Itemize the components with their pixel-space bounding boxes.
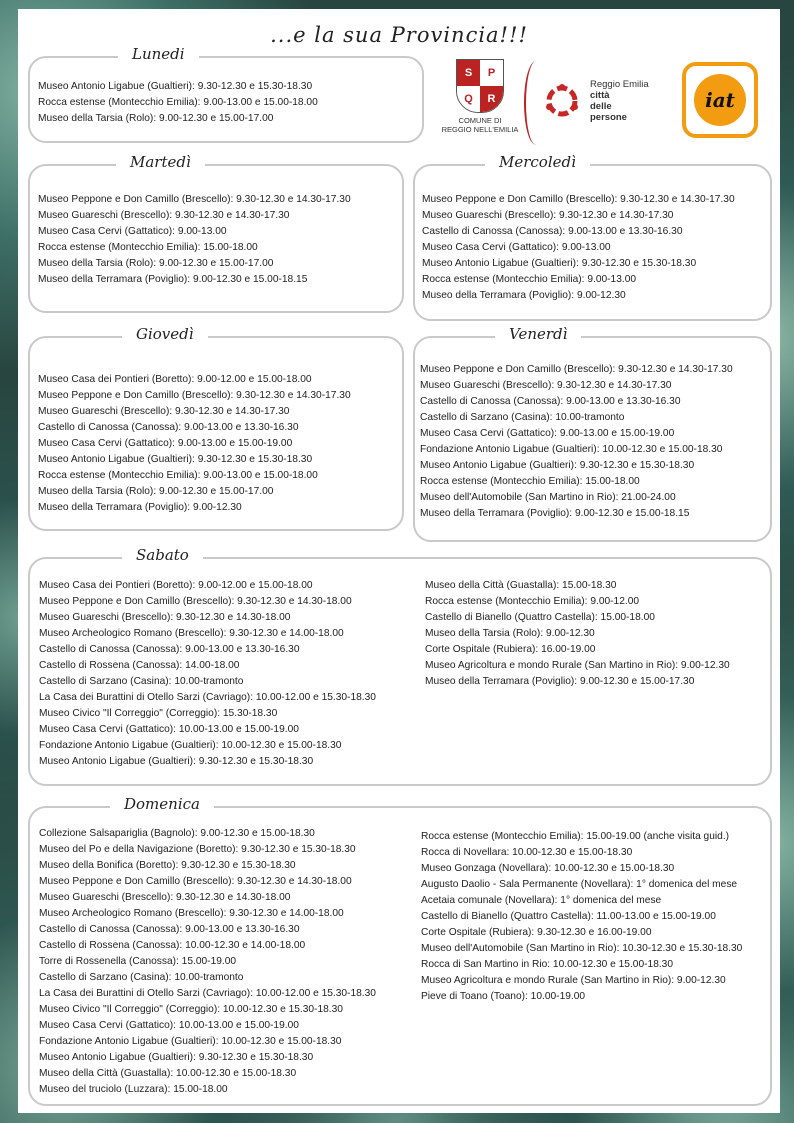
entries-mercoledi: [422, 192, 735, 304]
list-item: Rocca estense (Montecchio Emilia): 9.00-12.00: [425, 596, 640, 607]
list-item: Museo Guareschi (Brescello): 9.30-12.30 e 14.30-18.00: [39, 892, 291, 903]
list-item: Museo Civico "Il Correggio" (Correggio): 15.30-18.30: [39, 708, 278, 719]
list-item: La Casa dei Burattini di Otello Sarzi (Cavriago): 10.00-12.00 e 15.30-18.30: [39, 692, 376, 703]
list-item: Castello di Bianello (Quattro Castella): 11.00-13.00 e 15.00-19.00: [421, 911, 716, 922]
list-item: Museo della Tarsia (Rolo): 9.00-12.30 e 15.00-17.00: [38, 486, 274, 497]
list-item: Castello di Canossa (Canossa): 9.00-13.00 e 13.30-16.30: [38, 422, 299, 433]
entries-giovedi: [38, 372, 351, 516]
reggio-emilia-text: Reggio Emilia città delle persone: [590, 79, 649, 123]
day-box-mercoledi: [413, 153, 772, 321]
list-item: Fondazione Antonio Ligabue (Gualtieri): 10.00-12.30 e 15.00-18.30: [39, 740, 342, 751]
list-item: Museo Casa Cervi (Gattatico): 9.00-13.00: [422, 242, 611, 253]
list-item: Museo Antonio Ligabue (Gualtieri): 9.30-12.30 e 15.30-18.30: [39, 1052, 314, 1063]
list-item: Museo dell'Automobile (San Martino in Rio): 10.30-12.30 e 15.30-18.30: [421, 943, 743, 954]
list-item: Castello di Canossa (Canossa): 9.00-13.00 e 13.30-16.30: [39, 644, 300, 655]
list-item: Museo Peppone e Don Camillo (Brescello): 9.30-12.30 e 14.30-17.30: [38, 390, 351, 401]
list-item: Museo Archeologico Romano (Brescello): 9.30-12.30 e 14.00-18.00: [39, 908, 344, 919]
day-label-mercoledi: Mercoledì: [485, 153, 590, 171]
list-item: Museo Archeologico Romano (Brescello): 9.30-12.30 e 14.00-18.00: [39, 628, 344, 639]
day-label-sabato: Sabato: [122, 546, 203, 564]
reggio-emilia-logo: [540, 71, 650, 131]
list-item: Museo Guareschi (Brescello): 9.30-12.30 e 14.30-17.30: [38, 210, 290, 221]
list-item: Museo della Terramara (Poviglio): 9.00-12.30 e 15.00-18.15: [420, 508, 690, 519]
comune-logo: [436, 59, 524, 149]
iat-logo: [682, 62, 758, 138]
list-item: Museo Agricoltura e mondo Rurale (San Martino in Rio): 9.00-12.30: [425, 660, 730, 671]
list-item: Museo della Terramara (Poviglio): 9.00-12.30 e 15.00-17.30: [425, 676, 695, 687]
day-box-sabato: [28, 546, 772, 786]
list-item: Museo della Tarsia (Rolo): 9.00-12.30 e 15.00-17.00: [38, 113, 274, 124]
list-item: Museo Antonio Ligabue (Gualtieri): 9.30-12.30 e 15.30-18.30: [420, 460, 695, 471]
page-title: ...e la sua Provincia!!!: [270, 23, 528, 47]
list-item: Rocca estense (Montecchio Emilia): 9.00-13.00 e 15.00-18.00: [38, 97, 318, 108]
list-item: Rocca estense (Montecchio Emilia): 9.00-13.00: [422, 274, 637, 285]
list-item: Rocca estense (Montecchio Emilia): 15.00-19.00 (anche visita guid.): [421, 831, 730, 842]
list-item: La Casa dei Burattini di Otello Sarzi (Cavriago): 10.00-12.00 e 15.30-18.30: [39, 988, 376, 999]
list-item: Collezione Salsapariglia (Bagnolo): 9.00-12.30 e 15.00-18.30: [39, 828, 315, 839]
list-item: Augusto Daolio - Sala Permanente (Novellara): 1° domenica del mese: [421, 879, 738, 890]
list-item: Museo Antonio Ligabue (Gualtieri): 9.30-12.30 e 15.30-18.30: [38, 81, 313, 92]
list-item: Museo Antonio Ligabue (Gualtieri): 9.30-12.30 e 15.30-18.30: [38, 454, 313, 465]
day-label-domenica: Domenica: [110, 795, 214, 813]
list-item: Museo Guareschi (Brescello): 9.30-12.30 e 14.30-17.30: [420, 380, 672, 391]
day-label-martedi: Martedì: [116, 153, 205, 171]
people-circle-icon: [540, 81, 584, 121]
list-item: Castello di Rossena (Canossa): 14.00-18.00: [39, 660, 240, 671]
entries-venerdi: [420, 362, 733, 522]
list-item: Museo Casa Cervi (Gattatico): 10.00-13.00 e 15.00-19.00: [39, 724, 299, 735]
list-item: Museo Casa dei Pontieri (Boretto): 9.00-12.00 e 15.00-18.00: [38, 374, 312, 385]
day-box-martedi: [28, 153, 404, 313]
list-item: Museo della Terramara (Poviglio): 9.00-12.30: [422, 290, 626, 301]
day-box-giovedi: [28, 325, 404, 531]
list-item: Museo Casa dei Pontieri (Boretto): 9.00-12.00 e 15.00-18.00: [39, 580, 313, 591]
list-item: Museo Peppone e Don Camillo (Brescello): 9.30-12.30 e 14.30-17.30: [420, 364, 733, 375]
list-item: Museo Guareschi (Brescello): 9.30-12.30 e 14.30-18.00: [39, 612, 291, 623]
list-item: Castello di Canossa (Canossa): 9.00-13.00 e 13.30-16.30: [39, 924, 300, 935]
list-item: Rocca estense (Montecchio Emilia): 15.00-18.00: [38, 242, 258, 253]
list-item: Museo del truciolo (Luzzara): 15.00-18.00: [39, 1084, 228, 1095]
day-label-giovedi: Giovedì: [122, 325, 208, 343]
list-item: Museo Casa Cervi (Gattatico): 9.00-13.00 e 15.00-19.00: [38, 438, 293, 449]
list-item: Museo della Terramara (Poviglio): 9.00-12.30: [38, 502, 242, 513]
list-item: Castello di Sarzano (Casina): 10.00-tramonto: [420, 412, 625, 423]
list-item: Castello di Canossa (Canossa): 9.00-13.00 e 13.30-16.30: [420, 396, 681, 407]
list-item: Rocca estense (Montecchio Emilia): 9.00-13.00 e 15.00-18.00: [38, 470, 318, 481]
list-item: Museo Agricoltura e mondo Rurale (San Martino in Rio): 9.00-12.30: [421, 975, 726, 986]
list-item: Museo del Po e della Navigazione (Boretto): 9.30-12.30 e 15.30-18.30: [39, 844, 356, 855]
day-box-domenica: [28, 795, 772, 1106]
list-item: Fondazione Antonio Ligabue (Gualtieri): 10.00-12.30 e 15.00-18.30: [39, 1036, 342, 1047]
list-item: Rocca di San Martino in Rio: 10.00-12.30 e 15.00-18.30: [421, 959, 674, 970]
list-item: Museo dell'Automobile (San Martino in Rio): 21.00-24.00: [420, 492, 676, 503]
info-icon: iat: [694, 74, 746, 126]
entries-sabato-right: [425, 578, 730, 690]
list-item: Museo Antonio Ligabue (Gualtieri): 9.30-12.30 e 15.30-18.30: [39, 756, 314, 767]
entries-sabato-left: [39, 578, 376, 770]
list-item: Rocca estense (Montecchio Emilia): 15.00-18.00: [420, 476, 640, 487]
list-item: Museo Civico "Il Correggio" (Correggio): 10.00-12.30 e 15.30-18.30: [39, 1004, 343, 1015]
entries-lunedi: [38, 79, 318, 127]
list-item: Museo Peppone e Don Camillo (Brescello): 9.30-12.30 e 14.30-17.30: [422, 194, 735, 205]
list-item: Museo Gonzaga (Novellara): 10.00-12.30 e 15.00-18.30: [421, 863, 675, 874]
list-item: Museo Peppone e Don Camillo (Brescello): 9.30-12.30 e 14.30-17.30: [38, 194, 351, 205]
list-item: Museo della Tarsia (Rolo): 9.00-12.30: [425, 628, 595, 639]
entries-martedi: [38, 192, 351, 288]
list-item: Museo della Città (Guastalla): 10.00-12.30 e 15.00-18.30: [39, 1068, 297, 1079]
list-item: Museo Peppone e Don Camillo (Brescello): 9.30-12.30 e 14.30-18.00: [39, 596, 352, 607]
list-item: Rocca di Novellara: 10.00-12.30 e 15.00-18.30: [421, 847, 633, 858]
day-label-lunedi: Lunedi: [118, 45, 199, 63]
list-item: Pieve di Toano (Toano): 10.00-19.00: [421, 991, 586, 1002]
entries-domenica-right: [421, 829, 742, 1005]
list-item: Museo Casa Cervi (Gattatico): 9.00-13.00 e 15.00-19.00: [420, 428, 675, 439]
list-item: Torre di Rossenella (Canossa): 15.00-19.00: [39, 956, 237, 967]
list-item: Museo della Bonifica (Boretto): 9.30-12.30 e 15.30-18.30: [39, 860, 296, 871]
list-item: Castello di Rossena (Canossa): 10.00-12.30 e 14.00-18.00: [39, 940, 306, 951]
list-item: Museo della Tarsia (Rolo): 9.00-12.30 e 15.00-17.00: [38, 258, 274, 269]
list-item: Castello di Sarzano (Casina): 10.00-tramonto: [39, 676, 244, 687]
list-item: Museo Guareschi (Brescello): 9.30-12.30 e 14.30-17.30: [422, 210, 674, 221]
page-sheet: [18, 9, 780, 1113]
list-item: Acetaia comunale (Novellara): 1° domenica del mese: [421, 895, 662, 906]
list-item: Museo Casa Cervi (Gattatico): 10.00-13.00 e 15.00-19.00: [39, 1020, 299, 1031]
day-box-lunedi: [28, 45, 424, 143]
list-item: Corte Ospitale (Rubiera): 9.30-12.30 e 16.00-19.00: [421, 927, 652, 938]
list-item: Castello di Canossa (Canossa): 9.00-13.00 e 13.30-16.30: [422, 226, 683, 237]
list-item: Museo Peppone e Don Camillo (Brescello): 9.30-12.30 e 14.30-18.00: [39, 876, 352, 887]
crest-icon: S P Q R: [456, 59, 504, 113]
list-item: Castello di Bianello (Quattro Castella): 15.00-18.00: [425, 612, 655, 623]
list-item: Fondazione Antonio Ligabue (Gualtieri): 10.00-12.30 e 15.00-18.30: [420, 444, 723, 455]
entries-domenica-left: [39, 826, 376, 1098]
comune-caption: COMUNE DI REGGIO NELL'EMILIA: [441, 116, 519, 134]
day-label-venerdi: Venerdì: [495, 325, 581, 343]
day-box-venerdi: [413, 325, 772, 542]
list-item: Museo Casa Cervi (Gattatico): 9.00-13.00: [38, 226, 227, 237]
list-item: Museo della Città (Guastalla): 15.00-18.30: [425, 580, 617, 591]
list-item: Museo della Terramara (Poviglio): 9.00-12.30 e 15.00-18.15: [38, 274, 308, 285]
list-item: Museo Antonio Ligabue (Gualtieri): 9.30-12.30 e 15.30-18.30: [422, 258, 697, 269]
list-item: Museo Guareschi (Brescello): 9.30-12.30 e 14.30-17.30: [38, 406, 290, 417]
list-item: Corte Ospitale (Rubiera): 16.00-19.00: [425, 644, 596, 655]
list-item: Castello di Sarzano (Casina): 10.00-tramonto: [39, 972, 244, 983]
